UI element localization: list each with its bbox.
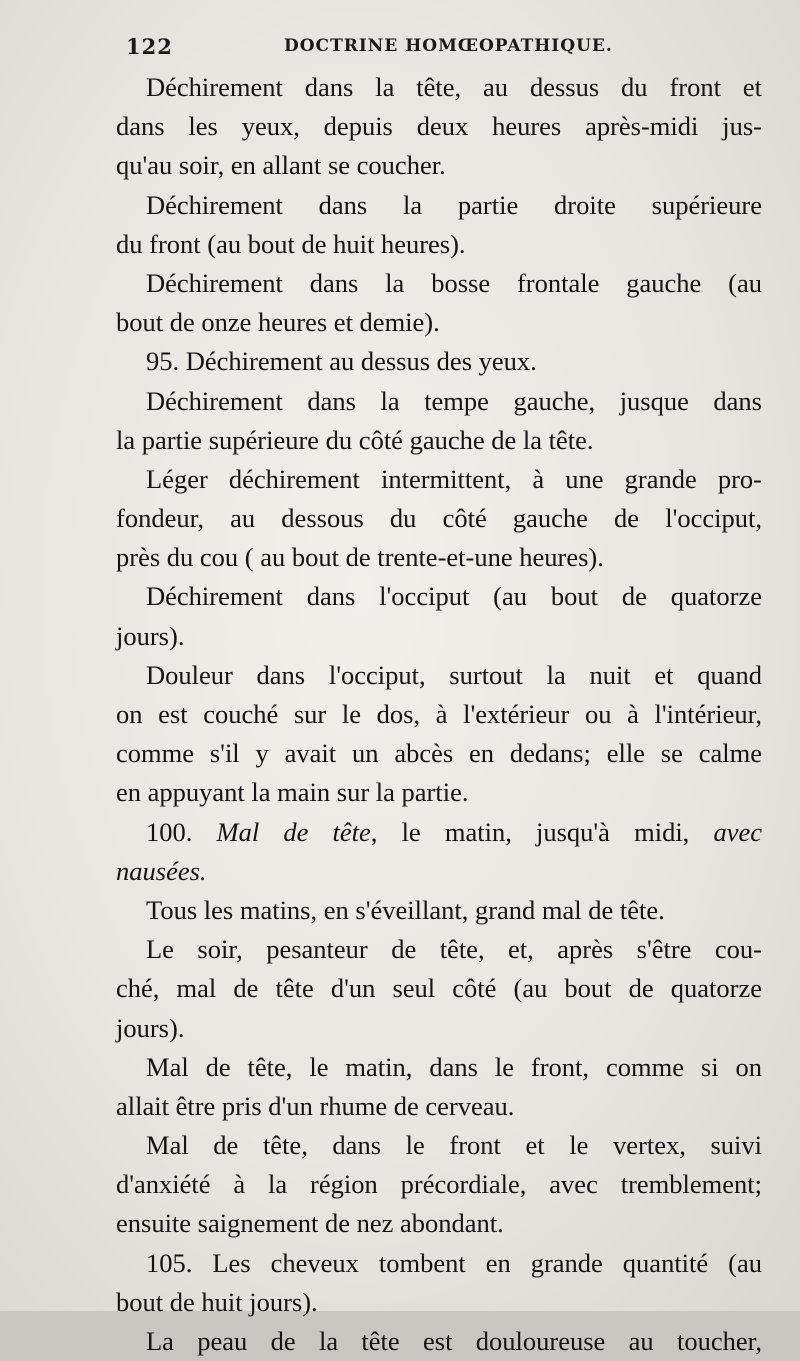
text-line: Déchirement dans la tête, au dessus du front et xyxy=(146,72,762,102)
text-line: jours). xyxy=(116,620,185,651)
text-line: Mal de tête, le matin, dans le front, comme si on xyxy=(146,1051,762,1082)
text-line: on est couché sur le dos, à l'extérieur ou à l'intérieur, xyxy=(116,699,762,729)
italic-run: nausées. xyxy=(116,855,207,886)
text-line: Déchirement dans la tempe gauche, jusque dans xyxy=(146,385,762,416)
page-header xyxy=(118,34,740,64)
text-line: jours). xyxy=(116,1012,185,1043)
text-line: Mal de tête, dans le front et le vertex, suivi xyxy=(146,1130,762,1161)
body-text xyxy=(116,68,762,1361)
text-line: en appuyant la main sur la partie. xyxy=(116,777,469,808)
text-line: comme s'il y avait un abcès en dedans; elle se calme xyxy=(116,738,762,769)
text-line: Le soir, pesanteur de tête, et, après s'être cou- xyxy=(146,934,762,965)
text-line: allait être pris d'un rhume de cerveau. xyxy=(116,1090,515,1121)
italic-run: avec xyxy=(713,816,763,847)
text-line: Déchirement dans la bosse frontale gauche (au xyxy=(146,267,762,298)
text-line: ensuite saignement de nez abondant. xyxy=(116,1208,504,1239)
text-line: Tous les matins, en s'éveillant, grand mal de tête. xyxy=(146,894,665,925)
text-line: Douleur dans l'occiput, surtout la nuit et quand xyxy=(146,659,762,690)
text-line: du front (au bout de huit heures). xyxy=(116,228,466,259)
running-title: DOCTRINE HOMŒOPATHIQUE. xyxy=(284,36,613,56)
text-line xyxy=(116,852,762,891)
text-line: ché, mal de tête d'un seul côté (au bout de quatorze xyxy=(116,973,762,1004)
text-line: Déchirement dans l'occiput (au bout de quatorze xyxy=(146,581,762,612)
page-number: 122 xyxy=(126,34,173,59)
text-line: près du cou ( au bout de trente-et-une heures). xyxy=(116,542,604,573)
text-line: bout de onze heures et demie). xyxy=(116,307,440,338)
text-line: fondeur, au dessous du côté gauche de l'occiput, xyxy=(116,503,762,534)
text-line: La peau de la tête est douloureuse au toucher, xyxy=(146,1326,762,1356)
text-line: dans les yeux, depuis deux heures après-midi jus- xyxy=(116,111,762,142)
text-line xyxy=(116,813,762,852)
text-line: qu'au soir, en allant se coucher. xyxy=(116,150,446,181)
text-line: Léger déchirement intermittent, à une grande pro- xyxy=(146,463,762,494)
text-run: , le matin, jusqu'à midi, xyxy=(370,816,714,847)
text-line: Déchirement dans la partie droite supérieure xyxy=(146,189,762,220)
text-run: 100. xyxy=(146,816,217,847)
text-line: d'anxiété à la région précordiale, avec tremblement; xyxy=(116,1169,762,1200)
text-line: 95. Déchirement au dessus des yeux. xyxy=(146,346,537,377)
text-line: la partie supérieure du côté gauche de la tête. xyxy=(116,424,594,455)
text-line: 105. Les cheveux tombent en grande quantité (au xyxy=(146,1247,762,1278)
italic-run: Mal de tête xyxy=(216,816,371,847)
text-line: bout de huit jours). xyxy=(116,1286,318,1317)
